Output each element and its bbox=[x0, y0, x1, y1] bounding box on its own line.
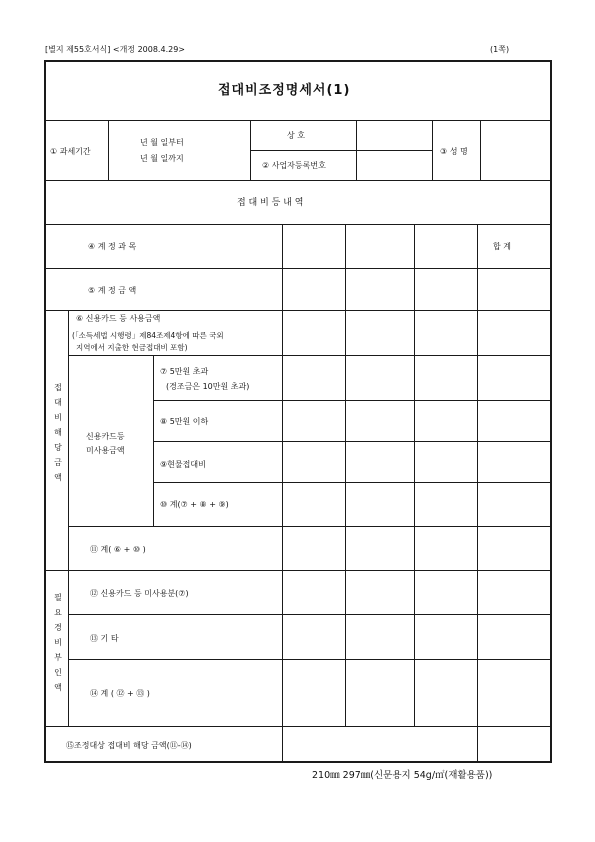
line bbox=[68, 310, 69, 726]
period-from: 년 월 일부터 bbox=[140, 138, 184, 147]
form-reference: [별지 제55호서식] <개정 2008.4.29> bbox=[45, 45, 185, 54]
account-subject-label: ④ 계 정 과 목 bbox=[88, 242, 137, 251]
line bbox=[68, 659, 552, 660]
line bbox=[153, 400, 552, 401]
side-label-nondeductible: 필요경비부인액 bbox=[54, 593, 62, 692]
unused-group-label-2: 미사용금액 bbox=[86, 446, 125, 455]
line bbox=[44, 180, 552, 181]
line bbox=[68, 526, 552, 527]
line bbox=[345, 224, 346, 727]
paper-spec-footer: 210㎜ 297㎜(신문용지 54g/㎡(재활용품)) bbox=[312, 770, 493, 781]
subtotal-unused-label: ⑩ 계(⑦ + ⑧ + ⑨) bbox=[160, 500, 229, 509]
section-title: 접 대 비 등 내 역 bbox=[237, 198, 304, 208]
over-50k-label: ⑦ 5만원 초과 bbox=[160, 367, 209, 376]
line bbox=[414, 224, 415, 727]
credit-card-note-1: (「소득세법 시행령」제84조제4항에 따른 국외 bbox=[72, 331, 224, 340]
period-label: ① 과세기간 bbox=[50, 147, 91, 156]
line bbox=[68, 614, 552, 615]
under-50k-label: ⑧ 5만원 이하 bbox=[160, 417, 209, 426]
total-14-label: ⑭ 계 ( ⑫ + ⑬ ) bbox=[90, 689, 150, 698]
line bbox=[44, 120, 552, 121]
total-11-label: ⑪ 계( ⑥ + ⑩ ) bbox=[90, 545, 146, 554]
line bbox=[153, 441, 552, 442]
adjusted-amount-label: ⑮조정대상 접대비 해당 금액(⑪-⑭) bbox=[66, 741, 192, 750]
side-label-entertainment: 접대비해당금액 bbox=[54, 383, 62, 482]
line bbox=[282, 224, 283, 761]
line bbox=[153, 482, 552, 483]
trade-name-label: 상 호 bbox=[287, 131, 305, 140]
card-unused-portion-label: ⑫ 신용카드 등 미사용분(⑦) bbox=[90, 589, 189, 598]
credit-card-note-2: 지역에서 지출한 현금접대비 포함) bbox=[76, 343, 188, 352]
line bbox=[432, 120, 433, 180]
other-label: ⑬ 기 타 bbox=[90, 634, 119, 643]
line bbox=[44, 310, 552, 311]
line bbox=[250, 150, 432, 151]
credit-card-used-label: ⑥ 신용카드 등 사용금액 bbox=[76, 314, 161, 323]
page-number: (1쪽) bbox=[490, 45, 510, 54]
line bbox=[480, 120, 481, 180]
line bbox=[44, 268, 552, 269]
over-50k-note: (경조금은 10만원 초과) bbox=[166, 382, 250, 391]
total-label: 합 계 bbox=[493, 242, 511, 251]
name-label: ③ 성 명 bbox=[440, 147, 468, 156]
line bbox=[44, 726, 552, 727]
line bbox=[44, 570, 552, 571]
frame-right bbox=[550, 60, 552, 763]
account-amount-label: ⑤ 계 정 금 액 bbox=[88, 286, 137, 295]
line bbox=[44, 224, 552, 225]
frame-top bbox=[44, 60, 552, 62]
unused-group-label-1: 신용카드등 bbox=[86, 432, 125, 441]
line bbox=[68, 355, 552, 356]
line bbox=[108, 120, 109, 180]
frame-left bbox=[44, 60, 46, 763]
in-kind-label: ⑨현물접대비 bbox=[160, 460, 206, 469]
form-title: 접대비조정명세서(1) bbox=[218, 83, 351, 98]
period-to: 년 월 일까지 bbox=[140, 154, 184, 163]
frame-bottom bbox=[44, 761, 552, 763]
biz-reg-no-label: ② 사업자등록번호 bbox=[262, 161, 326, 170]
line bbox=[477, 224, 478, 761]
